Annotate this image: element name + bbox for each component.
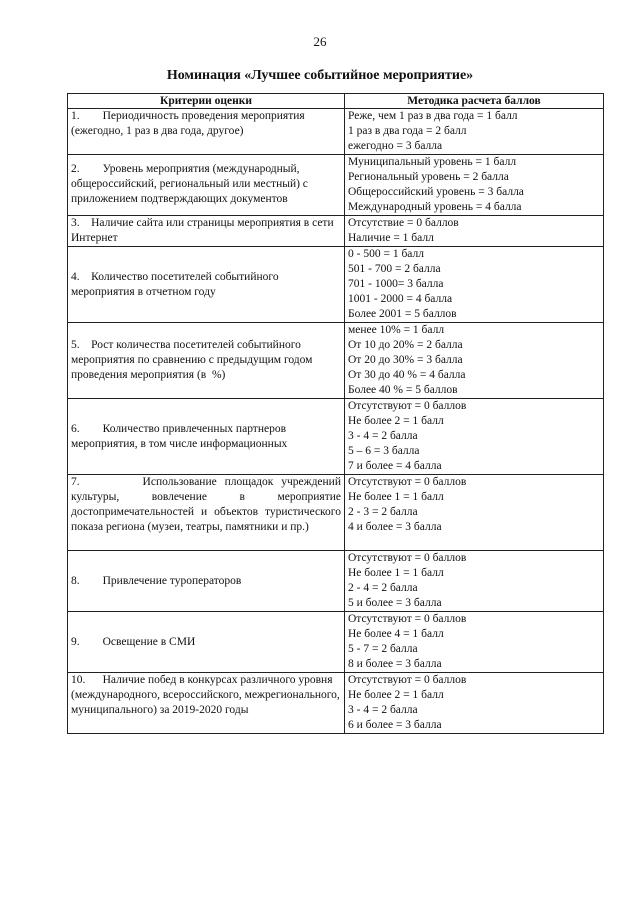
method-cell [345, 247, 604, 323]
method-line: Общероссийский уровень = 3 балла [348, 186, 524, 198]
criteria-table [67, 93, 604, 734]
method-line: 501 - 700 = 2 балла [348, 263, 441, 275]
table-row [68, 475, 604, 551]
method-line: 1001 - 2000 = 4 балла [348, 293, 453, 305]
table-row [68, 155, 604, 216]
method-line: Отсутствуют = 0 баллов [348, 476, 467, 488]
method-line: Не более 4 = 1 балл [348, 628, 444, 640]
method-line: 8 и более = 3 балла [348, 658, 442, 670]
criterion-cell [68, 155, 345, 216]
header-criteria: Критерии оценки [68, 94, 345, 109]
criterion-text: 8. Привлечение туроператоров [71, 574, 242, 587]
method-line: менее 10% = 1 балл [348, 324, 445, 336]
method-line: Более 40 % = 5 баллов [348, 384, 458, 396]
criterion-cell [68, 323, 345, 399]
method-line: Международный уровень = 4 балла [348, 201, 522, 213]
criterion-cell [68, 673, 345, 734]
method-line: 7 и более = 4 балла [348, 460, 442, 472]
method-line: От 30 до 40 % = 4 балла [348, 369, 466, 381]
table-header-row [68, 94, 604, 109]
method-cell [345, 673, 604, 734]
criterion-cell [68, 399, 345, 475]
method-cell [345, 399, 604, 475]
method-line: Отсутствуют = 0 баллов [348, 674, 467, 686]
table-row [68, 399, 604, 475]
page-title: Номинация «Лучшее событийное мероприятие» [166, 68, 474, 83]
page-number: 26 [313, 34, 327, 49]
method-line: 5 - 7 = 2 балла [348, 643, 418, 655]
criterion-cell [68, 551, 345, 612]
method-line: 3 - 4 = 2 балла [348, 704, 418, 716]
method-line: Не более 2 = 1 балл [348, 415, 444, 427]
method-line: Отсутствуют = 0 баллов [348, 400, 467, 412]
method-cell [345, 323, 604, 399]
method-line: Не более 2 = 1 балл [348, 689, 444, 701]
method-line: Реже, чем 1 раз в два года = 1 балл [348, 110, 518, 122]
criterion-text: 5. Рост количества посетителей событийного мероприятия по сравнению с предыдущим годом проведения мероприятия (в %) [71, 339, 316, 381]
method-line: Муниципальный уровень = 1 балл [348, 156, 517, 168]
method-line: От 10 до 20% = 2 балла [348, 339, 463, 351]
method-cell [345, 216, 604, 247]
method-cell [345, 551, 604, 612]
table-row [68, 673, 604, 734]
method-cell [345, 612, 604, 673]
criterion-cell [68, 247, 345, 323]
method-line: 1 раз в два года = 2 балл [348, 125, 467, 137]
criterion-text: 10. Наличие побед в конкурсах различного уровня (международного, всероссийского, межрегионального, муниципального) за 2019-2020 годы [71, 674, 343, 716]
method-cell [345, 475, 604, 551]
method-line: Не более 1 = 1 балл [348, 491, 444, 503]
table-row [68, 551, 604, 612]
method-line: ежегодно = 3 балла [348, 140, 443, 152]
method-line: Не более 1 = 1 балл [348, 567, 444, 579]
method-line: Региональный уровень = 2 балла [348, 171, 509, 183]
table-row [68, 109, 604, 155]
method-line: Отсутствуют = 0 баллов [348, 552, 467, 564]
method-line: 5 и более = 3 балла [348, 597, 442, 609]
criterion-text: 4. Количество посетителей событийного мероприятия в отчетном году [71, 270, 282, 298]
method-line: 5 – 6 = 3 балла [348, 445, 420, 457]
method-line: От 20 до 30% = 3 балла [348, 354, 463, 366]
method-cell [345, 109, 604, 155]
criterion-text: 9. Освещение в СМИ [71, 635, 196, 648]
method-line: Более 2001 = 5 баллов [348, 308, 457, 320]
method-line: 2 - 4 = 2 балла [348, 582, 418, 594]
table-row [68, 247, 604, 323]
method-line: 3 - 4 = 2 балла [348, 430, 418, 442]
method-line: 701 - 1000= 3 балла [348, 278, 444, 290]
criterion-cell [68, 109, 345, 155]
method-line: Отсутствие = 0 баллов [348, 217, 459, 229]
method-line: 4 и более = 3 балла [348, 521, 442, 533]
method-line: Наличие = 1 балл [348, 232, 434, 244]
method-line: 2 - 3 = 2 балла [348, 506, 418, 518]
criterion-text: 7. Использование площадок учреждений культуры, вовлечение в мероприятие достопримечательностей и объектов туристического показа региона (музеи, театры, памятники и пр.) [71, 476, 344, 533]
criterion-text: 6. Количество привлеченных партнеров мероприятия, в том числе информационных [71, 422, 289, 450]
table-row [68, 612, 604, 673]
criterion-text: 3. Наличие сайта или страницы мероприятия в сети Интернет [71, 217, 337, 244]
criterion-cell [68, 475, 345, 551]
criterion-cell [68, 612, 345, 673]
method-line: 0 - 500 = 1 балл [348, 248, 424, 260]
criterion-cell [68, 216, 345, 247]
method-cell [345, 155, 604, 216]
criterion-text: 1. Периодичность проведения мероприятия (ежегодно, 1 раз в два года, другое) [71, 110, 308, 137]
criterion-text: 2. Уровень мероприятия (международный, общероссийский, региональный или местный) с приложением подтверждающих документов [71, 163, 311, 205]
table-row [68, 323, 604, 399]
table-row [68, 216, 604, 247]
header-method: Методика расчета баллов [345, 94, 604, 109]
method-line: 6 и более = 3 балла [348, 719, 442, 731]
method-line: Отсутствуют = 0 баллов [348, 613, 467, 625]
